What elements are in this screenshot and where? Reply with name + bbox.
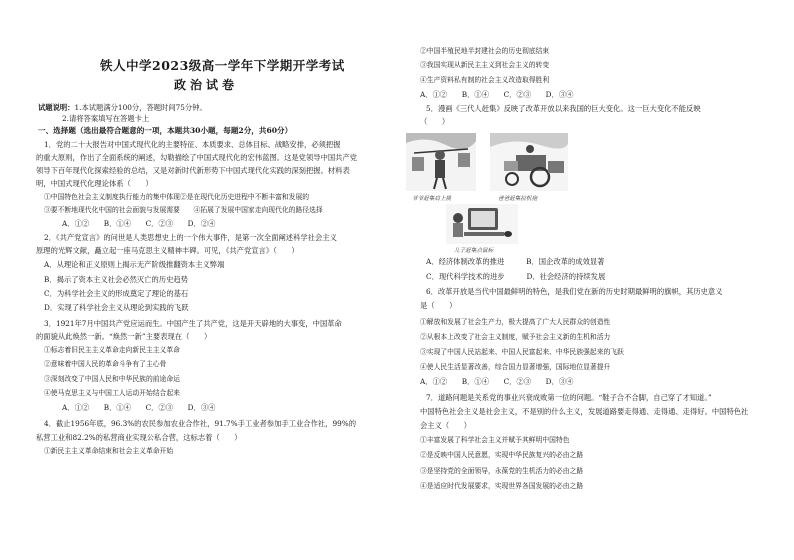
exam-subject: 政治试卷 <box>174 78 239 92</box>
q7-option-4: ④是适应时代发展要求，实现世界各国发展的必由之路 <box>420 482 584 490</box>
exam-title: 铁人中学2023级高一学年下学期开学考试 <box>100 58 345 73</box>
q7-line-3: 会主义（ ） <box>420 421 472 430</box>
q2-option-d: D．实现了科学社会主义从理论到实践的飞跃 <box>44 303 189 312</box>
note-2: 2.请将答案填写在答题卡上 <box>62 114 150 123</box>
q1-line-2: 的重大原则，作出了全面系统的阐述，勾勒描绘了中国式现代化的宏伟蓝图。这是党领导中国共产党 <box>36 153 358 162</box>
q5-option-cd: C．现代科学技术的进步 D．社会经济的持续发展 <box>426 272 606 281</box>
cartoon-grandfather-shoulder-pole <box>406 133 476 191</box>
q7-option-2: ②是反映中国人民意愿，实现中华民族复兴的必由之路 <box>420 451 584 459</box>
cartoon-caption-1: 爷爷赶集肩上挑 <box>412 196 452 202</box>
notes-label: 试题说明： <box>38 103 75 112</box>
q1-line-1: 1．党的二十大报告对中国式现代化的主要特征、本质要求、总体目标、战略安排，必须把握 <box>44 140 341 149</box>
q2-option-c: C．为科学社会主义的形成奠定了理论的基石 <box>44 289 189 298</box>
q3-line-1: 3．1921年7月中国共产党应运而生。中国产生了共产党，这是开天辟地的大事变，中国革命 <box>44 319 342 328</box>
q2-option-a: A．从理论和正义原则上揭示无产阶级推翻资本主义弊端 <box>44 260 225 269</box>
q3-option-1: ①标志着旧民主主义革命走向新民主主义革命 <box>44 346 180 354</box>
q6-option-2: ②从根本上改变了社会主义制度，赋予社会主义新的生机和活力 <box>420 333 611 341</box>
q7-option-1: ①丰富发展了科学社会主义并赋予其鲜明中国特色 <box>420 436 570 444</box>
q5-line-1: 5．漫画《三代人赶集》反映了改革开放以来我国的巨大变化。这一巨大变化不能反映 <box>426 104 701 113</box>
note-1: 1.本试题满分100分，答题时间75分钟。 <box>74 103 207 112</box>
q3-option-2: ②意味着中国人民的革命斗争有了主心骨 <box>44 360 167 368</box>
q4-option-1: ①新民主主义革命结束和社会主义革命开始 <box>44 447 174 455</box>
q2-option-b: B．揭示了资本主义社会必然灭亡的历史趋势 <box>44 275 189 284</box>
cartoon-father-tractor <box>490 133 568 191</box>
q7-option-3: ③是坚持党的全面领导，永葆党的生机活力的必由之路 <box>420 467 584 475</box>
q6-option-3: ③实现了中国人民站起来、中国人民富起来、中华民族强起来的飞跃 <box>420 348 624 356</box>
q4-option-2: ②中国半殖民地半封建社会的历史彻底结束 <box>420 47 550 55</box>
q6-choices: A．①② B．①④ C．②③ D．③④ <box>420 377 574 386</box>
q7-line-2: 中国特色社会主义是社会主义，不是别的什么主义，发展道路要走得通、走得通、走得好。中国特色社 <box>420 407 749 416</box>
q3-option-3: ③深刻改变了中国人民和中华民族的前途命运 <box>44 375 180 383</box>
q5-option-ab: A．经济体制改革的推进 B．国企改革的成效显著 <box>426 257 605 266</box>
q6-option-4: ④使人民生活显著改善，综合国力显著增强，国际地位显著提升 <box>420 363 611 371</box>
q2-line-2: 原理的光辉文献，矗立起一座马克思主义精神丰碑。可见，《共产党宣言》（ ） <box>36 246 299 255</box>
q1-option-line-1: ①中国特色社会主义制度执行能力的集中体现②是在现代化历史进程中不断丰富和发展的 <box>44 193 310 201</box>
q3-option-4: ④使马克思主义与中国工人运动开始结合起来 <box>44 389 180 397</box>
q4-choices: A．①② B．①④ C．②③ D．③④ <box>420 90 574 99</box>
q1-choices: A．①② B．①④ C．②③ D．②④ <box>62 219 216 228</box>
q1-line-4: 明，中国式现代化理论体系（ ） <box>36 179 153 188</box>
exam-notes-line1 <box>38 103 207 112</box>
q3-line-2: 的面貌从此焕然一新。“焕然一新”主要表现在（ ） <box>36 332 212 341</box>
q7-line-1: 7．道路问题是关系党的事业兴衰成败第一位的问题。“鞋子合不合脚，自己穿了才知道。” <box>426 393 712 402</box>
q3-choices: A．①② B．①④ C．②③ D．③④ <box>62 403 216 412</box>
q2-line-1: 2．《共产党宣言》的问世是人类思想史上的一个伟大事件，是第一次全面阐述科学社会主义 <box>44 233 337 242</box>
q4-line-2: 私营工业和82.2%的私营商业实现公私合营，这标志着（ ） <box>36 433 242 442</box>
q6-line-2: 是（ ） <box>420 301 457 310</box>
q1-line-3: 领导下百年现代化探索经验的总结，又是对新时代新形势下中国式现代化实践的深刻把握。材料表 <box>36 166 350 175</box>
q6-line-1: 6．改革开放是当代中国最鲜明的特色，是我们党在新的历史时期最鲜明的旗帜，其历史意义 <box>426 287 723 296</box>
q4-line-1: 4．截止1956年底，96.3%的农民参加农业合作社，91.7%手工业者参加手工业合作社，99%的 <box>44 419 356 428</box>
q5-line-2: （ ） <box>420 117 450 126</box>
cartoon-son-computer <box>446 204 518 244</box>
section1-heading: 一、选择题（选出最符合题意的一项，本题共30小题，每题2分，共60分） <box>38 126 293 135</box>
q4-option-4: ④生产资料私有制的社会主义改造取得胜利 <box>420 76 550 84</box>
q4-option-3: ③我国实现从新民主主义到社会主义的转变 <box>420 61 550 69</box>
cartoon-caption-2: 爸爸赶集拉机拖 <box>498 196 538 202</box>
q1-option-line-2: ③要不断地现代化中国的社会面貌与发展需要 ④拓展了发展中国家走向现代化的路径选择 <box>44 206 323 214</box>
cartoon-caption-3: 儿子赶集点鼠标 <box>454 248 494 254</box>
q6-option-1: ①解放和发展了社会生产力，极大提高了广大人民群众的创造性 <box>420 318 611 326</box>
